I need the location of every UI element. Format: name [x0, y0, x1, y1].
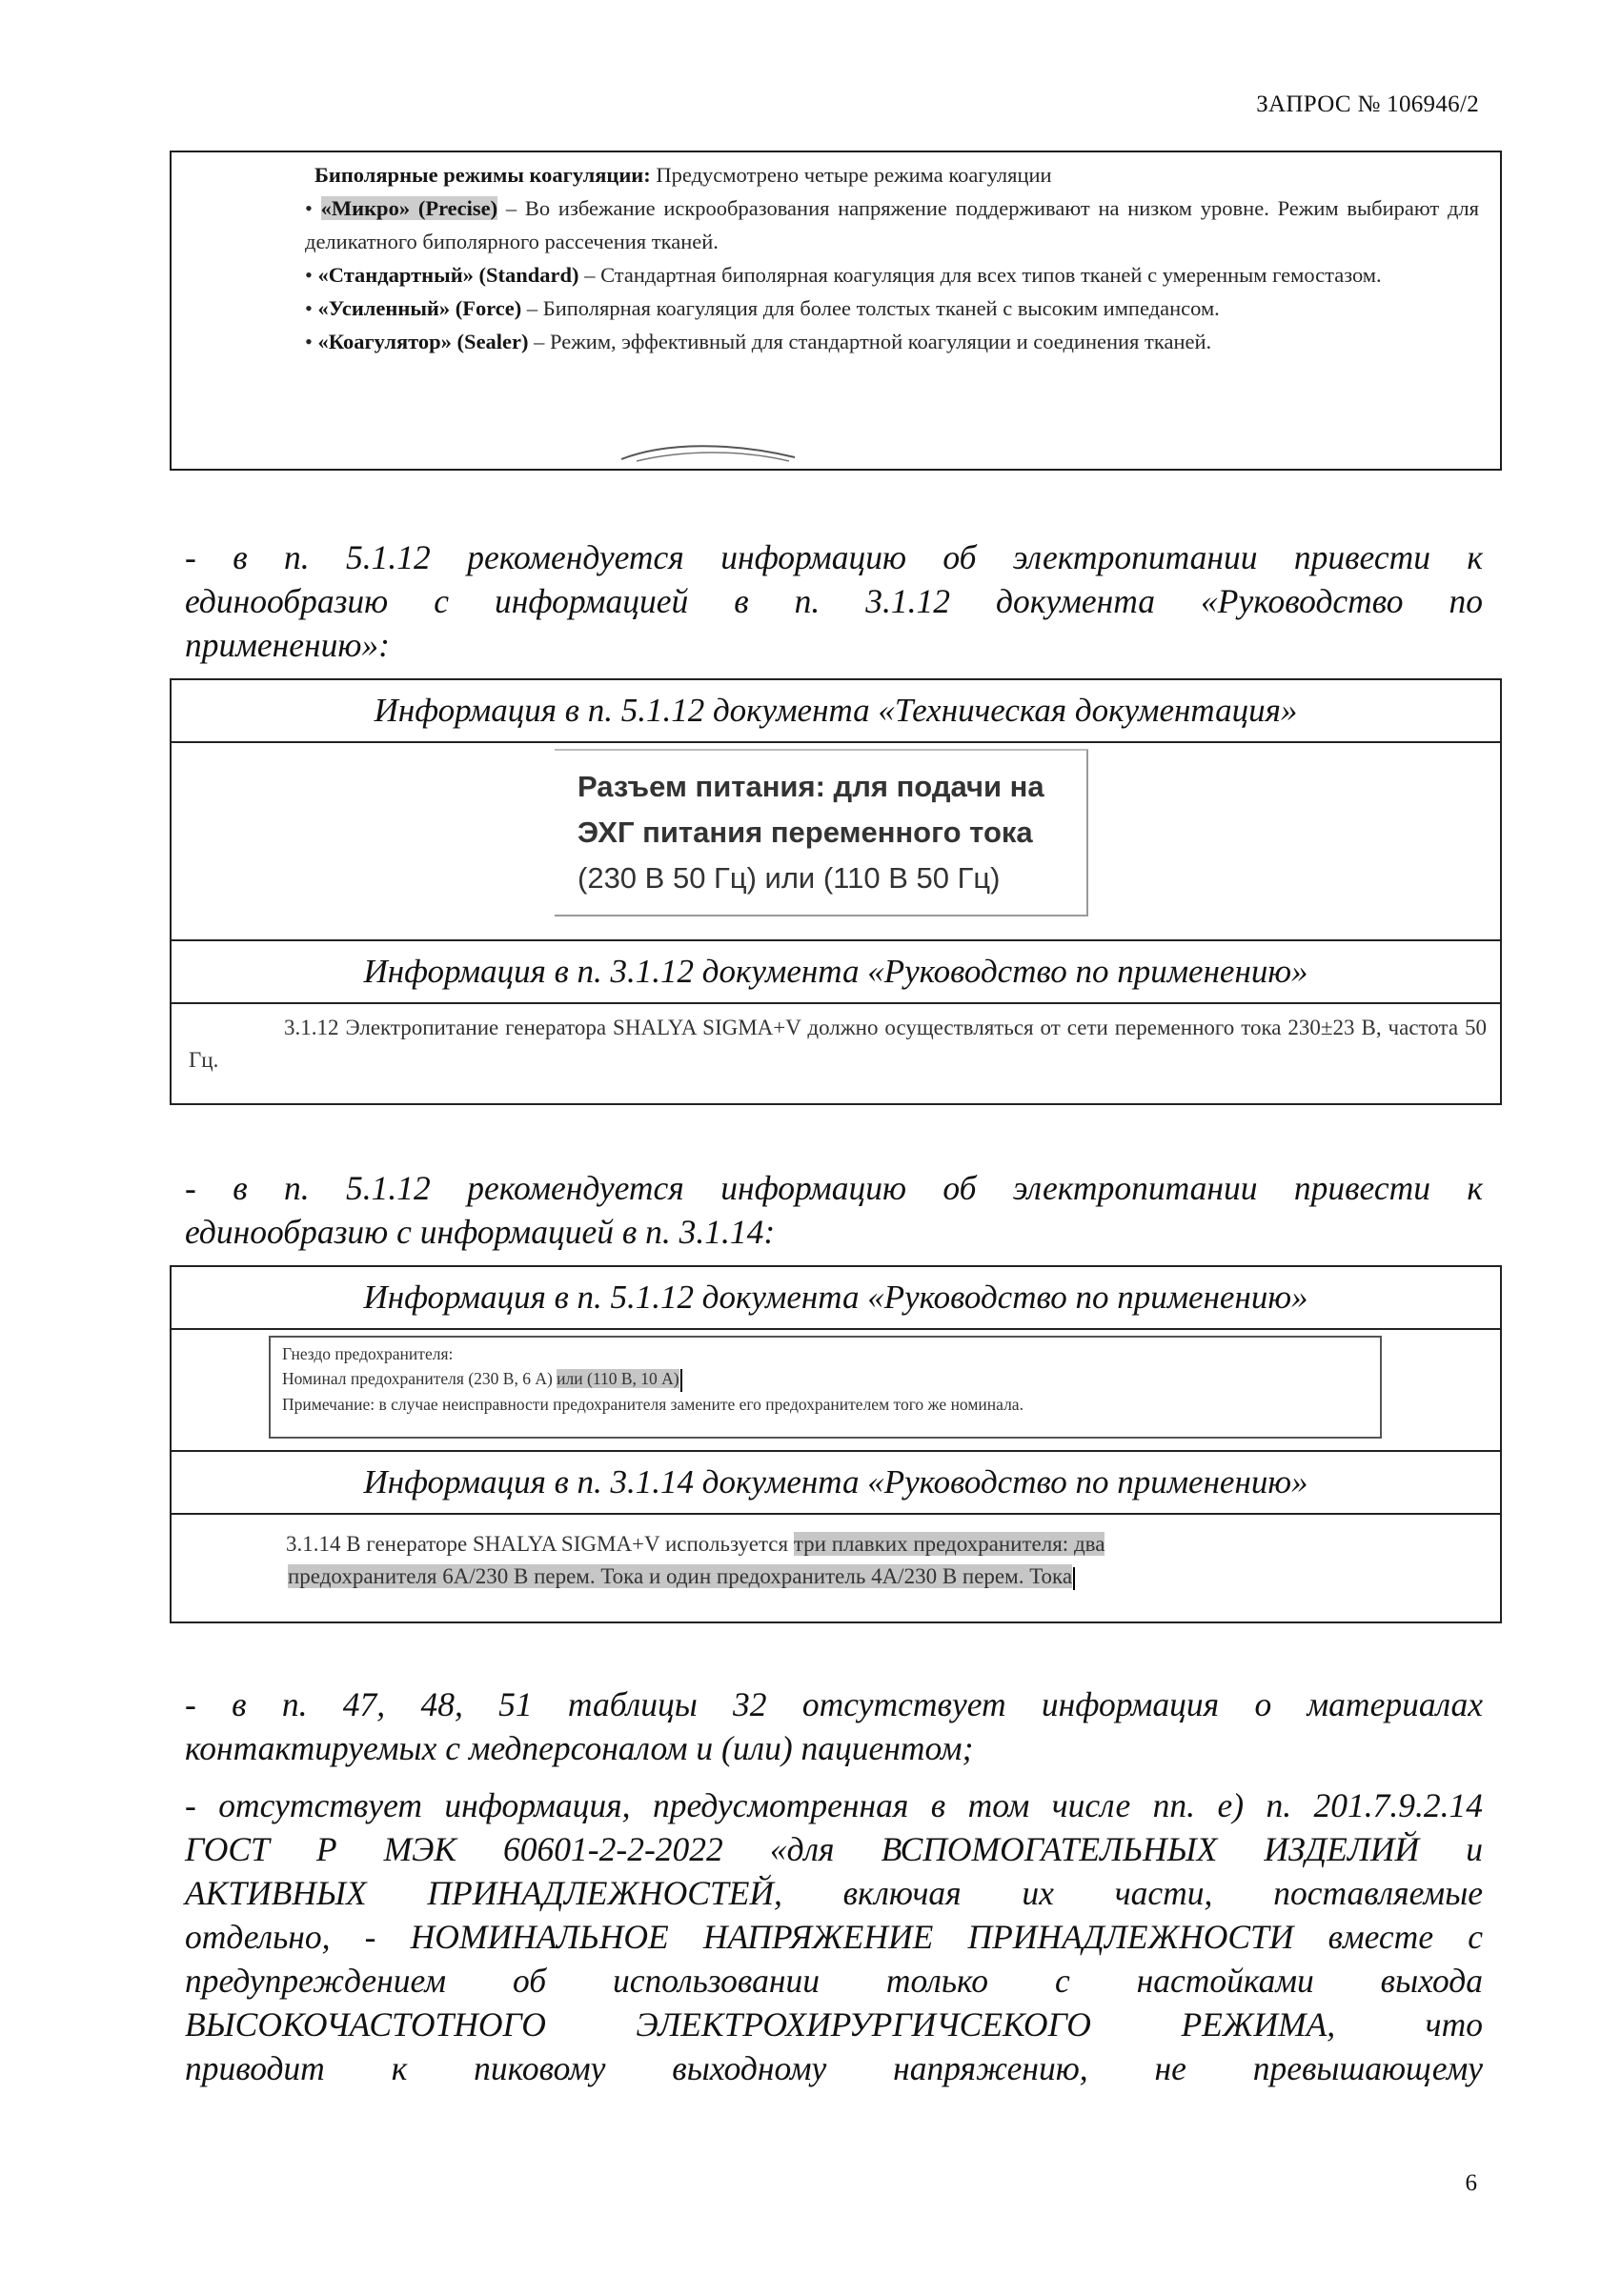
mode-item: • «Усиленный» (Force) – Биполярная коагуляция для более толстых тканей с высоким импедансом.	[305, 296, 1220, 320]
power-line: ЭХГ питания переменного тока	[578, 816, 1033, 849]
power-connector-scan	[555, 749, 1088, 916]
mode-name: «Стандартный» (Standard)	[317, 263, 579, 287]
bipolar-modes-title: Биполярные режимы коагуляции:	[314, 163, 651, 187]
mode-item: • «Стандартный» (Standard) – Стандартная биполярная коагуляция для всех типов тканей с умеренным гемостазом.	[305, 263, 1382, 287]
fuse-spec-highlight: предохранителя 6А/230 В перем. Тока и один предохранитель 4А/230 В перем. Тока	[288, 1564, 1073, 1588]
fuse-info-table	[170, 1265, 1502, 1623]
para-line: отдельно, - НОМИНАЛЬНОЕ НАПРЯЖЕНИЕ ПРИНАДЛЕЖНОСТИ вместе с	[185, 1918, 1483, 1956]
mode-name: «Усиленный» (Force)	[317, 296, 522, 320]
page-number: 6	[1465, 2170, 1477, 2196]
mode-name: «Микро» (Precise)	[320, 196, 498, 220]
request-number: ЗАПРОС № 106946/2	[1256, 91, 1479, 117]
para-line: ВЫСОКОЧАСТОТНОГО ЭЛЕКТРОХИРУРГИЧСЕКОГО РЕЖИМА, что	[185, 2005, 1483, 2044]
text-cursor	[680, 1369, 682, 1392]
fuse-rating-line	[282, 1366, 1368, 1392]
paragraph-gost-requirement	[185, 1783, 1483, 2090]
power-line: (230 В 50 Гц) или (110 В 50 Гц)	[578, 861, 1001, 895]
scan-squiggle-mark	[618, 438, 799, 467]
para-line: - в п. 47, 48, 51 таблицы 32 отсутствует информация о материалах	[185, 1685, 1483, 1723]
para-line: единообразию с информацией в п. 3.1.14:	[185, 1213, 776, 1251]
para-line: ГОСТ Р МЭК 60601-2-2-2022 «для ВСПОМОГАТЕЛЬНЫХ ИЗДЕЛИЙ и	[185, 1830, 1483, 1868]
mode-desc: – Стандартная биполярная коагуляция для всех типов тканей с умеренным гемостазом.	[584, 263, 1382, 287]
table-header-3-1-14-manual: Информация в п. 3.1.14 документа «Руководство по применению»	[172, 1452, 1500, 1515]
para-line: приводит к пиковому выходному напряжению, не превышающему	[185, 2049, 1483, 2087]
para-line: применению»:	[185, 626, 390, 664]
table-cell-power-inset	[172, 743, 1500, 941]
para-line: контактируемых с медперсоналом и (или) пациентом;	[185, 1729, 974, 1767]
text-cursor	[1073, 1567, 1075, 1590]
mode-desc: – Во избежание искрообразования напряжение поддерживают на низком уровне. Режим выбирают для деликатного биполярного рассечения тканей.	[305, 196, 1479, 253]
fuse-spec-scan-line1	[286, 1528, 1468, 1561]
fuse-note: Примечание: в случае неисправности предохранителя замените его предохранителем того же номинала.	[282, 1394, 1023, 1414]
mode-desc: – Биполярная коагуляция для более толстых тканей с высоким импедансом.	[526, 296, 1220, 320]
table-header-5-1-12-manual: Информация в п. 5.1.12 документа «Руководство по применению»	[172, 1267, 1500, 1330]
table-cell-3-1-14-text	[172, 1515, 1500, 1620]
table-header-3-1-12-manual: Информация в п. 3.1.12 документа «Руководство по применению»	[172, 941, 1500, 1004]
fuse-spec-scan-line2	[288, 1561, 1075, 1593]
para-line: - в п. 5.1.12 рекомендуется информацию об электропитании привести к	[185, 538, 1483, 576]
para-line: предупреждением об использовании только с настойками выхода	[185, 1962, 1483, 2000]
table-header-5-1-12-tech: Информация в п. 5.1.12 документа «Техническая документация»	[172, 680, 1500, 743]
bipolar-modes-box	[170, 151, 1502, 471]
para-line: АКТИВНЫХ ПРИНАДЛЕЖНОСТЕЙ, включая их части, поставляемые	[185, 1874, 1483, 1912]
para-line: единообразию с информацией в п. 3.1.12 документа «Руководство по	[185, 582, 1483, 620]
fuse-spec-text: 3.1.14 В генераторе SHALYA SIGMA+V используется	[286, 1532, 789, 1556]
mode-name: «Коагулятор» (Sealer)	[317, 330, 529, 353]
paragraph-materials	[185, 1682, 1483, 1770]
para-line: - отсутствует информация, предусмотренная в том числе пп. е) п. 201.7.9.2.14	[185, 1786, 1483, 1824]
table-cell-3-1-12-text	[172, 1004, 1500, 1103]
mode-item: • «Микро» (Precise) – Во избежание искрообразования напряжение поддерживают на низком уровне. Режим выбирают для деликатного биполярного рассечения тканей.	[305, 196, 1479, 253]
fuse-socket-scan	[269, 1336, 1382, 1439]
paragraph-power-3-1-12	[185, 535, 1483, 667]
power-line: Разъем питания: для подачи на	[578, 770, 1044, 803]
para-line: - в п. 5.1.12 рекомендуется информацию об электропитании привести к	[185, 1169, 1483, 1207]
mode-desc: – Режим, эффективный для стандартной коагуляции и соединения тканей.	[534, 330, 1212, 353]
power-info-table	[170, 678, 1502, 1105]
power-spec-scan: 3.1.12 Электропитание генератора SHALYA SIGMA+V должно осуществляться от сети переменного тока 230±23 В, частота 50 Гц.	[189, 1016, 1487, 1072]
fuse-rating-alt: или (110 В, 10 А)	[557, 1369, 679, 1388]
fuse-rating: Номинал предохранителя (230 В, 6 А)	[282, 1369, 553, 1388]
bipolar-modes-intro: Предусмотрено четыре режима коагуляции	[656, 163, 1052, 187]
mode-item: • «Коагулятор» (Sealer) – Режим, эффективный для стандартной коагуляции и соединения тканей.	[305, 330, 1212, 353]
fuse-spec-highlight: три плавких предохранителя: два	[793, 1532, 1105, 1556]
fuse-title: Гнездо предохранителя:	[282, 1344, 454, 1363]
bipolar-modes-title-line	[193, 158, 1479, 191]
paragraph-power-3-1-14	[185, 1166, 1483, 1254]
table-cell-fuse-inset	[172, 1330, 1500, 1452]
